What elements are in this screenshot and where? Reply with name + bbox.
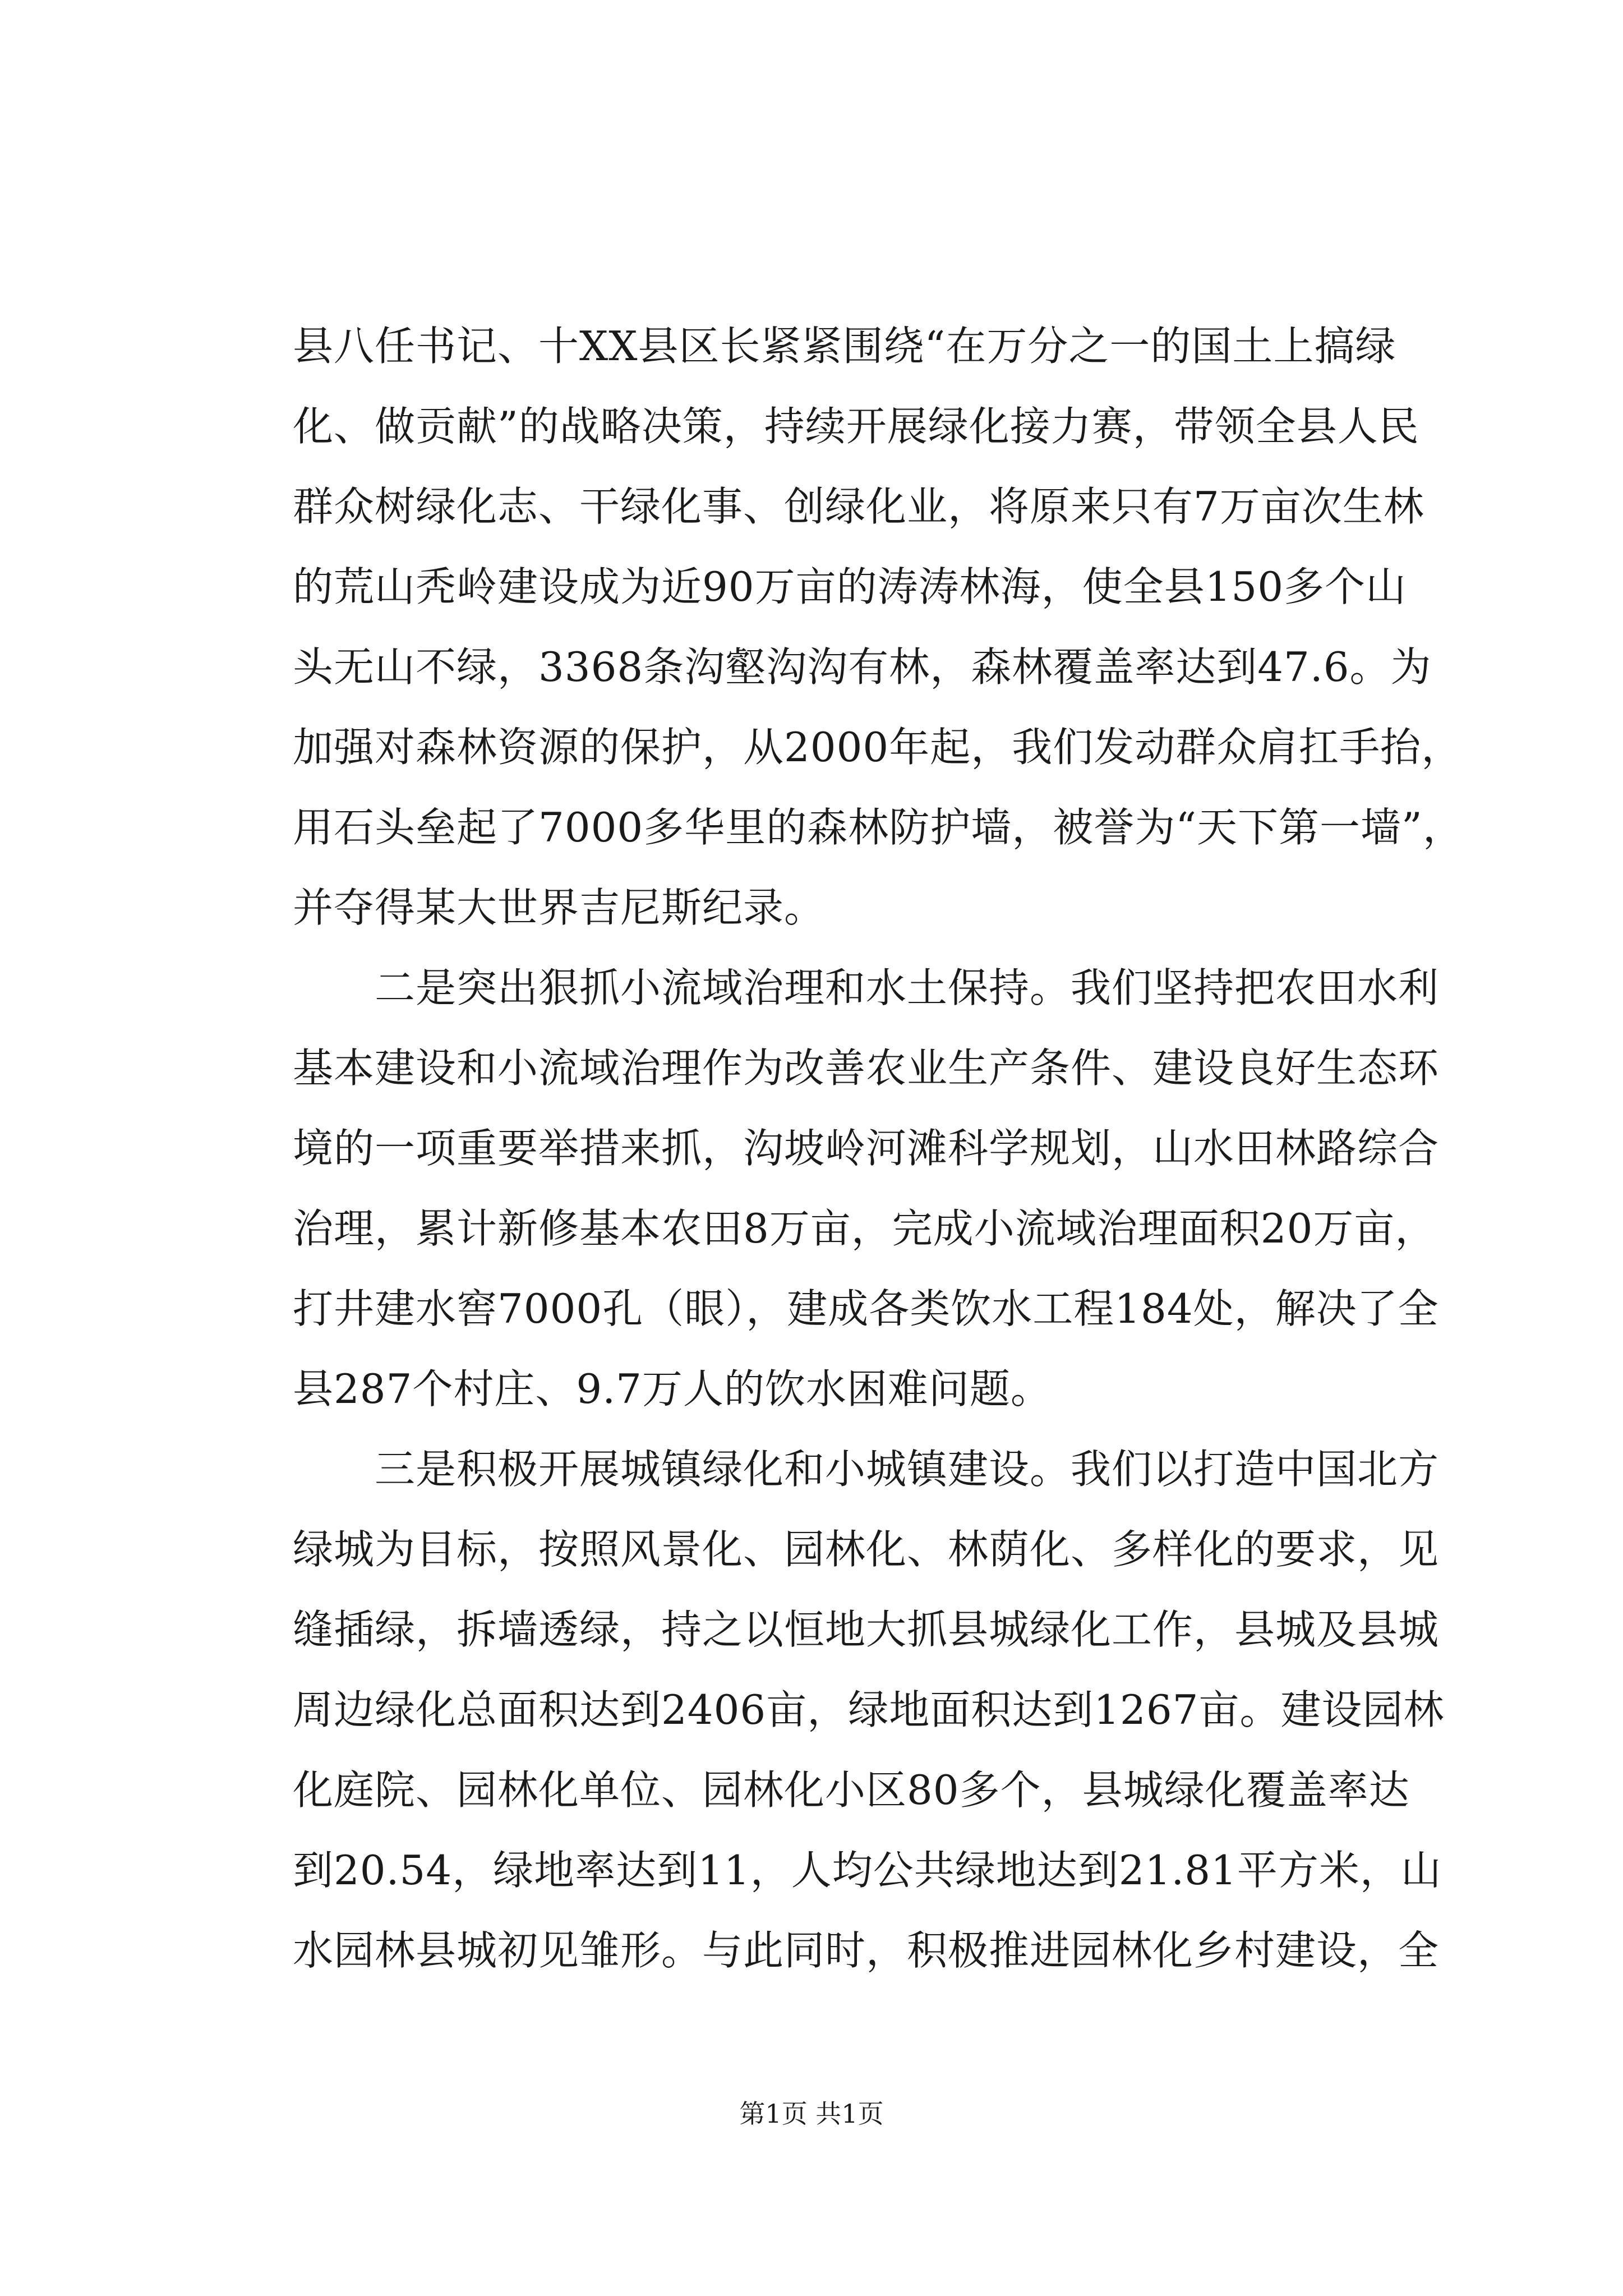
text-line: 绿城为目标，按照风景化、园林化、林荫化、多样化的要求，见	[293, 1526, 1440, 1573]
text-line: 县287个村庄、9.7万人的饮水困难问题。	[293, 1365, 1052, 1412]
text-line: 化、做贡献”的战略决策，持续开展绿化接力赛，带领全县人民	[293, 403, 1419, 450]
text-line: 用石头垒起了7000多华里的森林防护墙，被誉为“天下第一墙”，	[293, 804, 1464, 851]
text-line: 周边绿化总面积达到2406亩，绿地面积达到1267亩。建设园林	[293, 1686, 1445, 1733]
text-line: 打井建水窖7000孔（眼），建成各类饮水工程184处，解决了全	[293, 1285, 1439, 1332]
text-line: 并夺得某大世界吉尼斯纪录。	[293, 884, 826, 931]
text-line: 治理，累计新修基本农田8万亩，完成小流域治理面积20万亩，	[293, 1205, 1436, 1252]
text-line: 境的一项重要举措来抓，沟坡岭河滩科学规划，山水田林路综合	[293, 1125, 1440, 1172]
text-line: 缝插绿，拆墙透绿，持之以恒地大抓县城绿化工作，县城及县城	[293, 1606, 1440, 1653]
text-line: 基本建设和小流域治理作为改善农业生产条件、建设良好生态环	[293, 1045, 1440, 1092]
text-line: 群众树绿化志、干绿化事、创绿化业，将原来只有7万亩次生林	[293, 483, 1424, 530]
page-number-footer: 第1页 共1页	[739, 2099, 884, 2129]
document-body	[293, 306, 1464, 1991]
text-line: 三是积极开展城镇绿化和小城镇建设。我们以打造中国北方	[293, 1446, 1440, 1493]
text-line: 二是突出狠抓小流域治理和水土保持。我们坚持把农田水利	[293, 964, 1440, 1011]
text-line: 到20.54，绿地率达到11，人均公共绿地达到21.81平方米，山	[293, 1847, 1442, 1894]
text-line: 县八任书记、十XX县区长紧紧围绕“在万分之一的国土上搞绿	[293, 323, 1396, 370]
text-line: 的荒山秃岭建设成为近90万亩的涛涛林海，使全县150多个山	[293, 563, 1407, 610]
text-line: 水园林县城初见雏形。与此同时，积极推进园林化乡村建设，全	[293, 1927, 1440, 1974]
text-line: 头无山不绿，3368条沟壑沟沟有林，森林覆盖率达到47.6。为	[293, 643, 1432, 691]
text-line: 加强对森林资源的保护，从2000年起，我们发动群众肩扛手抬，	[293, 724, 1463, 771]
text-line: 化庭院、园林化单位、园林化小区80多个，县城绿化覆盖率达	[293, 1766, 1410, 1814]
